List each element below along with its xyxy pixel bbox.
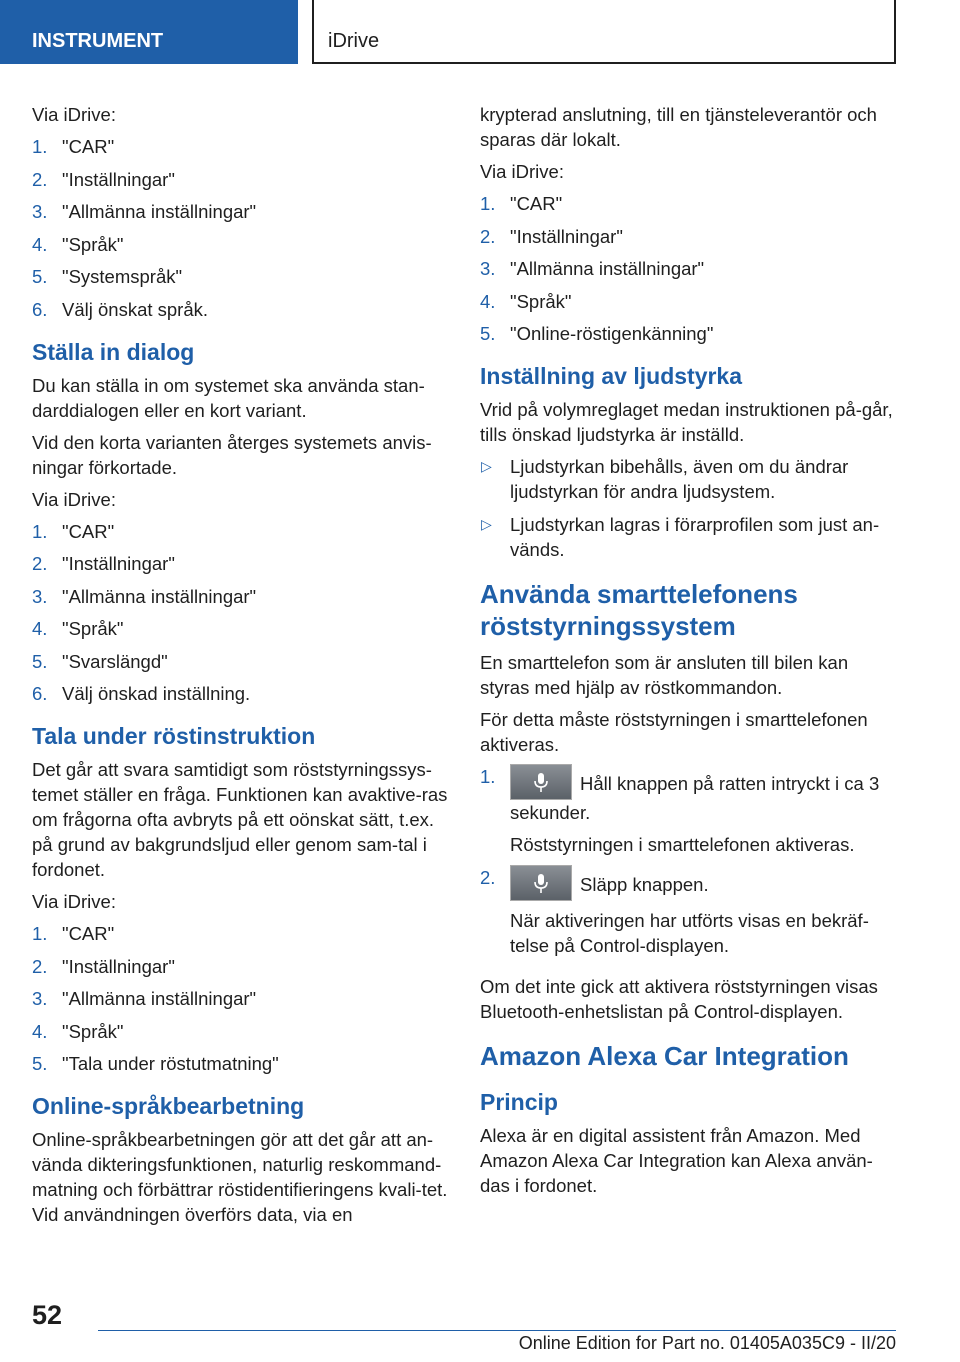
list-item: 4. "Språk": [32, 233, 124, 255]
steps-list: [480, 191, 898, 346]
list-item: 5. "Online-röstigenkänning": [480, 323, 714, 344]
list-item: 1. "CAR": [32, 923, 115, 944]
paragraph: För detta måste röststyrningen i smarttelefonen aktiveras.: [480, 709, 868, 755]
bullet-item: ▷ Ljudstyrkan lagras i förarprofilen som just an-vänds.: [481, 514, 880, 560]
via-label: Via iDrive:: [480, 161, 564, 182]
list-item: 4. "Språk": [32, 1020, 124, 1042]
list-item: 3. "Allmänna inställningar": [32, 988, 257, 1009]
list-item: 6. Välj önskad inställning.: [32, 683, 251, 704]
paragraph: Vrid på volymreglaget medan instruktionen på-går, tills önskad ljudstyrka är inställd.: [480, 399, 893, 445]
list-item: 5. "Systemspråk": [32, 266, 183, 287]
paragraph: Det går att svara samtidigt som röststyrningssys-temet ställer en fråga. Funktionen kan avaktive-ras om frågorna ofta avbryts på ett oönskat sätt, t.ex. på grund av bakgrundsljud eller genom sam-tal i fordonet.: [32, 759, 448, 880]
page-number: 52: [32, 1300, 63, 1330]
footer-divider: [98, 1330, 896, 1331]
bullet-list: [480, 454, 898, 562]
list-item: 2. "Inställningar": [480, 225, 623, 247]
via-label: Via iDrive:: [32, 104, 116, 125]
list-item: 4. "Språk": [480, 290, 572, 312]
list-item: 1. "CAR": [480, 193, 563, 214]
right-column: [480, 102, 898, 1205]
section-heading: Ställa in dialog: [32, 338, 195, 365]
steps-list: [32, 921, 450, 1076]
via-label: Via iDrive:: [32, 891, 116, 912]
section-heading: Amazon Alexa Car Integration: [480, 1040, 849, 1071]
left-column: [32, 102, 450, 1234]
paragraph: Alexa är en digital assistent från Amazon. Med Amazon Alexa Car Integration kan Alexa använ-das i fordonet.: [480, 1124, 873, 1196]
list-item: 1. Håll knappen på ratten intryckt i ca 3 sekunder. Röststyrningen i smarttelefonen aktiveras.: [480, 766, 880, 855]
list-item: 3. "Allmänna inställningar": [32, 201, 257, 222]
subsection-heading: Princip: [480, 1088, 558, 1115]
via-label: Via iDrive:: [32, 488, 116, 510]
paragraph: krypterad anslutning, till en tjänsteleverantör och sparas där lokalt.: [480, 104, 877, 150]
steps-list: [480, 764, 898, 958]
list-item: 1. "CAR": [32, 136, 115, 157]
triangle-bullet-icon: ▷: [481, 458, 492, 474]
edition-text: Online Edition for Part no. 01405A035C9 - II/20: [518, 1333, 896, 1353]
list-item: 1. "CAR": [32, 520, 115, 542]
steps-list: [32, 134, 450, 322]
list-item: 3. "Allmänna inställningar": [32, 585, 257, 607]
paragraph: Om det inte gick att aktivera röststyrningen visas Bluetooth-enhetslistan på Control-displayen.: [480, 975, 878, 1022]
list-item: 2. "Inställningar": [32, 553, 175, 574]
list-item: 5. "Tala under röstutmatning": [32, 1053, 279, 1074]
list-item: 2. "Inställningar": [32, 168, 175, 190]
list-item: 6. Välj önskat språk.: [32, 298, 209, 320]
list-item: 4. "Språk": [32, 618, 124, 639]
steps-list: [32, 519, 450, 707]
section-heading: Online-språkbearbetning: [32, 1093, 305, 1119]
list-item: 5. "Svarslängd": [32, 650, 168, 672]
triangle-bullet-icon: ▷: [481, 516, 492, 532]
list-item: 3. "Allmänna inställningar": [480, 258, 705, 279]
microphone-icon: [510, 764, 572, 800]
list-item: 2. "Inställningar": [32, 955, 175, 977]
microphone-icon: [510, 865, 572, 901]
paragraph: En smarttelefon som är ansluten till bilen kan styras med hjälp av röstkommandon.: [480, 652, 849, 698]
section-heading: Inställning av ljudstyrka: [480, 363, 743, 389]
chapter-tab: iDrive: [312, 0, 896, 64]
section-tab: INSTRUMENT: [0, 0, 298, 64]
bullet-item: ▷ Ljudstyrkan bibehålls, även om du ändrar ljudstyrkan för andra ljudsystem.: [481, 456, 849, 502]
paragraph: Du kan ställa in om systemet ska använda stan-darddialogen eller en kort variant.: [32, 374, 425, 421]
section-heading: Tala under röstinstruktion: [32, 723, 316, 749]
list-item: 2. Släpp knappen. När aktiveringen har utförts visas en bekräf-telse på Control-displayen.: [480, 866, 869, 956]
paragraph: Online-språkbearbetningen gör att det går att an-vända dikteringsfunktionen, naturlig reskommand-matning och förbättrar röstidentifieringens kvali-tet. Vid användningen överförs data, via en: [32, 1129, 448, 1225]
paragraph: Vid den korta varianten återges systemets anvis-ningar förkortade.: [32, 431, 432, 478]
section-heading: Använda smarttelefonens röststyrningssystem: [480, 579, 798, 641]
